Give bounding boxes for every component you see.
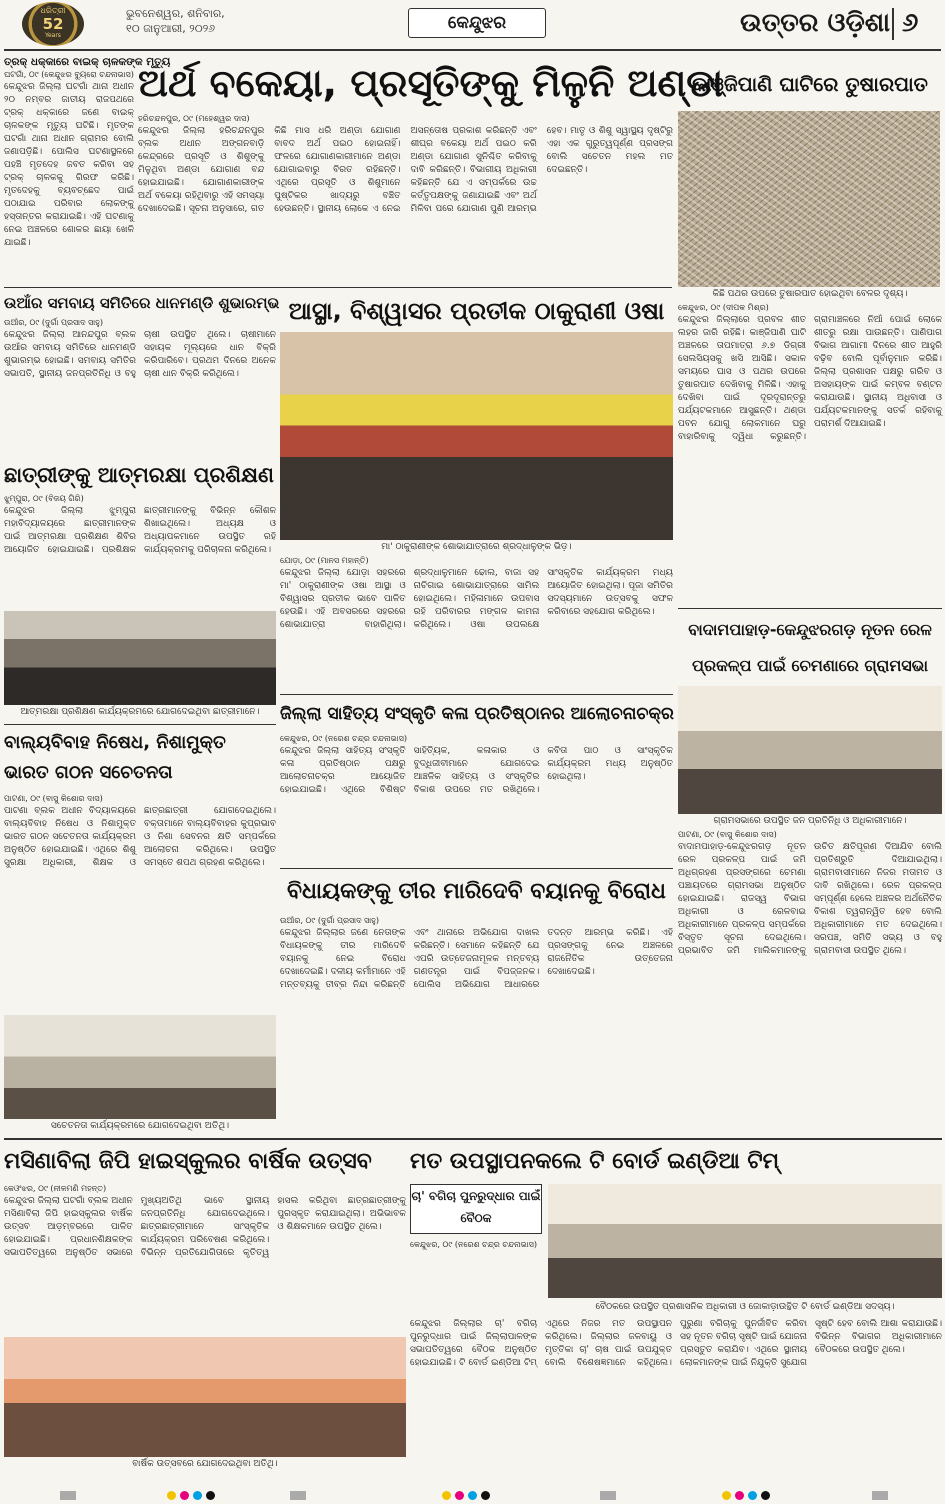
reg-strip-left bbox=[60, 1485, 76, 1504]
reg-dots-1 bbox=[165, 1485, 217, 1504]
district-tab: କେନ୍ଦୁଝର bbox=[408, 8, 546, 38]
registration-dot bbox=[180, 1491, 189, 1500]
body-text: କେନ୍ଦୁଝର ଜିଲ୍ଲା ଘଟଗାଁ ବ୍ଲକ ଅଧୀନ ମସିଣାବିଲା ଜିପି ହାଇସ୍କୁଲର ବାର୍ଷିକ ଉତ୍ସବ ଆଡ଼ମ୍ବରରେ ପାଳିତ ହୋଇଯାଇଛି। ପ୍ରଧାନଶିକ୍ଷକଙ୍କ ସଭାପତିତ୍ୱରେ ଅନୁଷ୍ଠିତ ସଭାରେ ମୁଖ୍ୟଅତିଥି ଭାବେ ସ୍ଥାନୀୟ ଜନପ୍ରତିନିଧି ଯୋଗଦେଇଥିଲେ। ଛାତ୍ରଛାତ୍ରୀମାନେ ସାଂସ୍କୃତିକ କାର୍ଯ୍ୟକ୍ରମ ପରିବେଷଣ କରିଥିଲେ। ବିଭିନ୍ନ ପ୍ରତିଯୋଗିତାରେ କୃତିତ୍ୱ ହାସଲ କରିଥିବା ଛାତ୍ରଛାତ୍ରୀଙ୍କୁ ପୁରସ୍କୃତ କରାଯାଇଥିଲା। ଅଭିଭାବକ ଓ ଶିକ୍ଷକମାନେ ଉପସ୍ଥିତ ଥିଲେ। bbox=[4, 1196, 406, 1258]
dateline: ପାଟଣା, ୦୯ (ବାସୁ କିଶୋର ଦାସ) bbox=[678, 830, 777, 839]
headline: ଜିଲ୍ଲା ସାହିତ୍ୟ ସଂସ୍କୃତି କଳା ପ୍ରତିଷ୍ଠାନର ଆଲୋଚନାଚକ୍ର bbox=[280, 704, 674, 724]
dateline: ଯୋଡ଼ା, ୦୯ (ମାନସ ମହାନ୍ତି) bbox=[280, 556, 369, 565]
story-thakurani-osha bbox=[280, 290, 673, 690]
story-literature-seminar bbox=[280, 696, 673, 866]
registration-dot bbox=[442, 1491, 451, 1500]
badge-word: ଧରିତ୍ରୀ bbox=[40, 6, 66, 15]
festival-photo bbox=[280, 332, 673, 540]
registration-dot bbox=[481, 1491, 490, 1500]
headline: ବାଲ୍ୟବିବାହ ନିଷେଧ, ନିଶାମୁକ୍ତ ଭାରତ ଗଠନ ସଚେତନତା bbox=[4, 732, 226, 783]
story-frost bbox=[678, 57, 942, 605]
body-text: କେନ୍ଦୁଝର ଜିଲ୍ଲା ହରିଚନ୍ଦନପୁର ବ୍ଲକ ଅଧୀନ ଅଙ୍ଗନବାଡ଼ି କେନ୍ଦ୍ରରେ ପ୍ରସୂତି ଓ ଶିଶୁଙ୍କୁ ମିଳୁଥିବା ଅଣ୍ଡା ଯୋଗାଣ ବନ୍ଦ ହୋଇଯାଇଛି। ଯୋଗାଣକାରୀଙ୍କ ଅର୍ଥ ବକେୟା ରହିଥିବାରୁ ଏହି ସମସ୍ୟା ଦେଖାଦେଇଛି। ସୂଚନା ଅନୁସାରେ, ଗତ କିଛି ମାସ ଧରି ଅଣ୍ଡା ଯୋଗାଣ ବାବଦ ଅର୍ଥ ପଇଠ ହୋଇନାହିଁ। ଫଳରେ ଯୋଗାଣକାରୀମାନେ ଅଣ୍ଡା ଯୋଗାଇବାରୁ ବିରତ ରହିଛନ୍ତି। ଏଥିରେ ପ୍ରସୂତି ଓ ଶିଶୁମାନେ ପୁଷ୍ଟିକର ଖାଦ୍ୟରୁ ବଞ୍ଚିତ ହେଉଛନ୍ତି। ସ୍ଥାନୀୟ ଲୋକେ ଏ ନେଇ ଅସନ୍ତୋଷ ପ୍ରକାଶ କରିଛନ୍ତି ଏବଂ ଶୀଘ୍ର ବକେୟା ଅର୍ଥ ପଇଠ କରି ଅଣ୍ଡା ଯୋଗାଣ ସୁନିଶ୍ଚିତ କରିବାକୁ ଦାବି କରିଛନ୍ତି। ବିଭାଗୀୟ ଅଧିକାରୀ କହିଛନ୍ତି ଯେ ଏ ସମ୍ପର୍କରେ ଉଚ୍ଚ କର୍ତ୍ତୃପକ୍ଷଙ୍କୁ ଜଣାଯାଇଛି ଏବଂ ଅର୍ଥ ମିଳିବା ପରେ ଯୋଗାଣ ପୁଣି ଆରମ୍ଭ ହେବ। ମାତୃ ଓ ଶିଶୁ ସ୍ୱାସ୍ଥ୍ୟ ଦୃଷ୍ଟିରୁ ଏହା ଏକ ଗୁରୁତ୍ୱପୂର୍ଣ୍ଣ ପ୍ରସଙ୍ଗ ବୋଲି ସଚେତନ ମହଲ ମତ ଦେଇଛନ୍ତି। bbox=[138, 126, 673, 214]
body-text: କେନ୍ଦୁଝର ଜିଲ୍ଲାର ଜଣେ ନେତାଙ୍କ ବିଧାୟକଙ୍କୁ ତୀର ମାରିଦେବି ବୟାନକୁ ନେଇ ବିରୋଧ ଦେଖାଦେଇଛି। ଦଳୀୟ କର୍ମୀମାନେ ଏହି ମନ୍ତବ୍ୟକୁ ତୀବ୍ର ନିନ୍ଦା କରିଛନ୍ତି ଏବଂ ଥାନାରେ ଅଭିଯୋଗ ଦାଖଲ କରିଛନ୍ତି। ସେମାନେ କହିଛନ୍ତି ଯେ ଏପରି ଉତ୍ତେଜନାମୂଳକ ମନ୍ତବ୍ୟ ଗଣତନ୍ତ୍ର ପାଇଁ ବିପଜ୍ଜନକ। ପୋଲିସ ଅଭିଯୋଗ ଆଧାରରେ ତଦନ୍ତ ଆରମ୍ଭ କରିଛି। ଏହି ପ୍ରସଙ୍ଗକୁ ନେଇ ଅଞ୍ଚଳରେ ରାଜନୈତିକ ଉତ୍ତେଜନା ଦେଖାଦେଇଛି। bbox=[280, 928, 673, 990]
photo-caption: ସଚେତନତା କାର୍ଯ୍ୟକ୍ରମରେ ଯୋଗଦେଇଥିବା ଅତିଥି। bbox=[50, 1121, 230, 1131]
body-text: କେନ୍ଦୁଝର ଜିଲ୍ଲାର ଚା' ବଗିଚା ପୁନରୁଦ୍ଧାର ପାଇଁ ଜିଲ୍ଲାପାଳଙ୍କ ସଭାପତିତ୍ୱରେ ବୈଠକ ଅନୁଷ୍ଠିତ ହୋଇଯାଇଛି। ଟି ବୋର୍ଡ ଇଣ୍ଡିଆ ଟିମ୍ ଏଥିରେ ନିଜର ମତ ଉପସ୍ଥାପନ କରିଥିଲେ। ଜିଲ୍ଲାର ଜଳବାୟୁ ଓ ମୃତ୍ତିକା ଚା' ଚାଷ ପାଇଁ ଉପଯୁକ୍ତ ବୋଲି ବିଶେଷଜ୍ଞମାନେ କହିଥିଲେ। ପୁରୁଣା ବଗିଚାକୁ ପୁନର୍ଜୀବିତ କରିବା ସହ ନୂତନ ବଗିଚା ସୃଷ୍ଟି ପାଇଁ ଯୋଜନା ପ୍ରସ୍ତୁତ କରାଯିବ। ଏଥିରେ ସ୍ଥାନୀୟ ଲୋକମାନଙ୍କ ପାଇଁ ନିଯୁକ୍ତି ସୁଯୋଗ ସୃଷ୍ଟି ହେବ ବୋଲି ଆଶା କରାଯାଉଛି। ବିଭିନ୍ନ ବିଭାଗର ଅଧିକାରୀମାନେ ବୈଠକରେ ଉପସ୍ଥିତ ଥିଲେ। bbox=[410, 1319, 942, 1368]
dateline: କେଓଂଝର, ୦୯ (ନୀଳମଣି ମହନ୍ତ) bbox=[4, 1184, 107, 1193]
registration-dot bbox=[748, 1491, 757, 1500]
dateline-block bbox=[126, 6, 326, 36]
reg-dots-3 bbox=[720, 1485, 772, 1504]
divider-h-6 bbox=[4, 1138, 942, 1140]
registration-dot bbox=[206, 1491, 215, 1500]
awareness-photo bbox=[4, 1015, 276, 1119]
kicker: ଚା' ବଗିଚା ପୁନରୁଦ୍ଧାର ପାଇଁ ବୈଠକ bbox=[411, 1189, 541, 1225]
dateline: ଝୁମ୍ପୁରା, ୦୯ (ବିଜୟ ଗିରି) bbox=[4, 494, 84, 503]
reg-strip-end bbox=[872, 1485, 888, 1504]
story-rail-project bbox=[678, 612, 942, 1132]
registration-dot bbox=[167, 1491, 176, 1500]
anniversary-badge bbox=[22, 2, 84, 46]
print-registration-bar bbox=[0, 1482, 945, 1497]
tea-meeting-photo bbox=[548, 1184, 942, 1298]
divider-h-2 bbox=[4, 724, 276, 725]
story-self-defense bbox=[4, 458, 276, 720]
story-school-annual-fest bbox=[4, 1142, 406, 1478]
dateline-city-day: ଭୁବନେଶ୍ୱର, ଶନିବାର, bbox=[126, 7, 225, 20]
photo-caption: ଗ୍ରାମସଭାରେ ଉପସ୍ଥିତ ଜନ ପ୍ରତିନିଧି ଓ ଅଧିକାରୀମାନେ। bbox=[713, 816, 907, 826]
registration-dot bbox=[722, 1491, 731, 1500]
headline: ମତ ଉପସ୍ଥାପନକଲେ ଟି ବୋର୍ଡ ଇଣ୍ଡିଆ ଟିମ୍ bbox=[410, 1149, 780, 1174]
body-text: କେନ୍ଦୁଝର ଜିଲ୍ଲା ସାହିତ୍ୟ ସଂସ୍କୃତି କଳା ପ୍ରତିଷ୍ଠାନ ପକ୍ଷରୁ ଆଲୋଚନାଚକ୍ର ଆୟୋଜିତ ହୋଇଯାଇଛି। ଏଥିରେ ବିଶିଷ୍ଟ ସାହିତ୍ୟିକ, କଳାକାର ଓ ବୁଦ୍ଧିଜୀବୀମାନେ ଯୋଗଦେଇ ଆଞ୍ଚଳିକ ସାହିତ୍ୟ ଓ ସଂସ୍କୃତିର ବିକାଶ ଉପରେ ମତ ରଖିଥିଲେ। କବିତା ପାଠ ଓ ସାଂସ୍କୃତିକ କାର୍ଯ୍ୟକ୍ରମ ମଧ୍ୟ ଅନୁଷ୍ଠିତ ହୋଇଥିଲା। bbox=[280, 746, 673, 795]
photo-caption: ବୈଠକରେ ଉପସ୍ଥିତ ପ୍ରଶାସନିକ ଅଧିକାରୀ ଓ ଜୋକାଡ଼ାଉନ୍ଥିତ ଟି ବୋର୍ଡ ଇଣ୍ଡିଆ ସଦସ୍ୟ। bbox=[595, 1302, 895, 1312]
dateline: ହରିଚନ୍ଦନପୁର, ୦୯ (ମହେଶ୍ୱର ଦାସ) bbox=[138, 114, 250, 123]
story-tea-board bbox=[410, 1142, 942, 1478]
dateline: ଘଟଗାଁ, ୦୯ (କେନ୍ଦୁଝର ବ୍ୟୁରୋ ଚନ୍ଦନାଭାସ) bbox=[4, 70, 134, 80]
dateline: କେନ୍ଦୁଝର, ୦୯ (ନରେଶ ଚନ୍ଦ୍ର ଚନ୍ଦନାଭାସ) bbox=[410, 1240, 537, 1249]
dateline: କେନ୍ଦୁଝର, ୦୯ (ଦୀପକ ମିଶ୍ର) bbox=[678, 303, 769, 312]
masthead-rule bbox=[4, 49, 941, 51]
photo-caption: ମା' ଠାକୁରାଣୀଙ୍କ ଶୋଭାଯାତ୍ରାରେ ଶ୍ରଦ୍ଧାଳୁଙ୍କ ଭିଡ଼। bbox=[381, 542, 572, 552]
registration-dot bbox=[468, 1491, 477, 1500]
masthead bbox=[0, 0, 945, 50]
body-text: କେନ୍ଦୁଝର ଜିଲ୍ଲା ଘଟଗାଁ ଥାନା ଅଧୀନ ୨୦ ନମ୍ବର ଜାତୀୟ ରାଜପଥରେ ଟ୍ରକ୍ ଧକ୍କାରେ ଜଣେ ବାଇକ୍ ଚାଳକଙ୍କ ମୃତ୍ୟୁ ଘଟିଛି। ମୃତଙ୍କ ଘଟଗାଁ ଥାନା ଅଧୀନ ଗ୍ରାମର ବୋଲି ଜଣାପଡ଼ିଛି। ପୋଲିସ ଘଟଣାସ୍ଥଳରେ ପହଞ୍ଚି ମୃତଦେହ ଜବତ କରିବା ସହ ଟ୍ରକ୍ ଚାଳକକୁ ଗିରଫ କରିଛି। ମୃତଦେହକୁ ବ୍ୟବଚ୍ଛେଦ ପାଇଁ ପଠାଯାଇ ପରିବାର ଲୋକଙ୍କୁ ହସ୍ତାନ୍ତର କରାଯାଇଛି। ଏହି ଘଟଣାକୁ ନେଇ ଅଞ୍ଚଳରେ ଶୋକର ଛାୟା ଖେଳି ଯାଇଛି। bbox=[4, 82, 134, 249]
annual-fest-photo bbox=[4, 1337, 406, 1457]
headline: ଉଆଁର ସମବାୟ ସମିତିରେ ଧାନମଣ୍ଡି ଶୁଭାରମ୍ଭ bbox=[4, 294, 280, 312]
registration-dot bbox=[193, 1491, 202, 1500]
headline: ତ୍ରକ୍ ଧକ୍କାରେ ବାଇକ୍ ଚାଳକଙ୍କ ମୃତ୍ୟୁ bbox=[4, 56, 171, 68]
headline: ବାଦାମପାହାଡ଼-କେନ୍ଦୁଝରଗଡ଼ ନୂତନ ରେଳ ପ୍ରକଳ୍ପ ପାଇଁ ଚେମଣାରେ ଗ୍ରାମସଭା bbox=[688, 620, 932, 675]
page-number: ୬ bbox=[902, 8, 919, 38]
registration-dot bbox=[735, 1491, 744, 1500]
headline: ଛାତ୍ରୀଙ୍କୁ ଆତ୍ମରକ୍ଷା ପ୍ରଶିକ୍ଷଣ bbox=[4, 463, 274, 487]
photo-caption: ଆତ୍ମରକ୍ଷା ପ୍ରଶିକ୍ଷଣ କାର୍ଯ୍ୟକ୍ରମରେ ଯୋଗଦେଇଥିବା ଛାତ୍ରୀମାନେ। bbox=[20, 707, 260, 717]
reg-strip-mid bbox=[290, 1485, 306, 1504]
badge-number: 52 bbox=[42, 15, 64, 33]
divider-h-5 bbox=[280, 868, 673, 869]
badge-sub: Years bbox=[45, 32, 61, 39]
dateline: ଉଆଁର, ୦୯ (ଦୁର୍ଗା ପ୍ରସାଦ ସାହୁ) bbox=[4, 318, 103, 327]
body-text: କେନ୍ଦୁଝର ଜିଲ୍ଲା ଆନନ୍ଦପୁର ବ୍ଲକ ଉଆଁର ସମବାୟ ସମିତିରେ ଧାନମଣ୍ଡି ଶୁଭାରମ୍ଭ ହୋଇଛି। ସମବାୟ ସମିତିର ସଭାପତି, ସ୍ଥାନୀୟ ଜନପ୍ରତିନିଧି ଓ ବହୁ ଚାଷୀ ଉପସ୍ଥିତ ଥିଲେ। ଚାଷୀମାନେ ସହାୟକ ମୂଲ୍ୟରେ ଧାନ ବିକ୍ରି କରିପାରିବେ। ପ୍ରଥମ ଦିନରେ ଅନେକ ଚାଷୀ ଧାନ ବିକ୍ରି କରିଥିଲେ। bbox=[4, 330, 276, 379]
dateline: ପାଟଣା, ୦୯ (ବାସୁ କିଶୋର ଦାସ) bbox=[4, 794, 103, 803]
section-title: ଉତ୍ତର ଓଡ଼ିଶା bbox=[740, 8, 890, 38]
dateline: କେନ୍ଦୁଝର, ୦୯ (ନରେଶ ଚନ୍ଦ୍ର ଚନ୍ଦନାଭାସ) bbox=[280, 734, 407, 743]
divider-h-1 bbox=[4, 287, 672, 288]
story-mla-remark bbox=[280, 870, 673, 1134]
reg-dots-2 bbox=[440, 1485, 492, 1504]
divider-h-4 bbox=[678, 608, 942, 609]
headline: କାଞ୍ଜିପାଣି ଘାଟିରେ ତୁଷାରପାତ bbox=[692, 72, 928, 96]
body-text: କେନ୍ଦୁଝର ଜିଲ୍ଲାରେ ପ୍ରବଳ ଶୀତ ଲହର ଜାରି ରହିଛି। କାଞ୍ଜିପାଣି ଘାଟି ଅଞ୍ଚଳରେ ତାପମାତ୍ରା ୬.୭ ଡିଗ୍ରୀ ସେଲସିୟସକୁ ଖସି ଆସିଛି। ସକାଳ ସମୟରେ ଘାସ ଓ ପଥର ଉପରେ ତୁଷାରପାତ ଦେଖିବାକୁ ମିଳିଛି। ଏହାକୁ ଦେଖିବା ପାଇଁ ଦୂରଦୂରାନ୍ତରୁ ପର୍ଯ୍ୟଟକମାନେ ଆସୁଛନ୍ତି। ଥଣ୍ଡା ପବନ ଯୋଗୁ ଲୋକମାନେ ଘରୁ ବାହାରିବାକୁ ଦ୍ୱିଧା କରୁଛନ୍ତି। ଗ୍ରାମାଞ୍ଚଳରେ ନିଆଁ ପୋଇଁ ଲୋକେ ଶୀତରୁ ରକ୍ଷା ପାଉଛନ୍ତି। ପାଣିପାଗ ବିଭାଗ ଆଗାମୀ ଦିନରେ ଶୀତ ଆହୁରି ବଢ଼ିବ ବୋଲି ପୂର୍ବାନୁମାନ କରିଛି। ଜିଲ୍ଲା ପ୍ରଶାସନ ପକ୍ଷରୁ ଗରିବ ଓ ଅସହାୟଙ୍କ ପାଇଁ କମ୍ବଳ ବଣ୍ଟନ କରାଯାଉଛି। ସ୍ଥାନୀୟ ଅଧିବାସୀ ଓ ପର୍ଯ୍ୟଟକମାନଙ୍କୁ ସତର୍କ ରହିବାକୁ ପରାମର୍ଶ ଦିଆଯାଇଛି। bbox=[678, 315, 942, 442]
kicker-box bbox=[410, 1184, 542, 1234]
photo-caption: ବାର୍ଷିକ ଉତ୍ସବରେ ଯୋଗଦେଇଥିବା ଅତିଥି। bbox=[132, 1459, 278, 1469]
story-truck-accident bbox=[4, 56, 171, 285]
masthead-divider bbox=[892, 8, 894, 40]
story-egg-supply bbox=[138, 54, 724, 286]
photo-caption: କିଛି ପଥର ଉପରେ ତୁଷାରପାତ ହୋଇଥିବା ବେଳର ଦୃଶ୍ୟ। bbox=[712, 289, 908, 299]
body-text: ପାଟଣା ବ୍ଲକ ଅଧୀନ ବିଦ୍ୟାଳୟରେ ବାଲ୍ୟବିବାହ ନିଷେଧ ଓ ନିଶାମୁକ୍ତ ଭାରତ ଗଠନ ସଚେତନତା କାର୍ଯ୍ୟକ୍ରମ ଅନୁଷ୍ଠିତ ହୋଇଯାଇଛି। ଏଥିରେ ଶିଶୁ ସୁରକ୍ଷା ଅଧିକାରୀ, ଶିକ୍ଷକ ଓ ଛାତ୍ରଛାତ୍ରୀ ଯୋଗଦେଇଥିଲେ। ବକ୍ତାମାନେ ବାଲ୍ୟବିବାହର କୁପ୍ରଭାବ ଓ ନିଶା ସେବନର କ୍ଷତି ସମ୍ପର୍କରେ ଆଲୋଚନା କରିଥିଲେ। ଉପସ୍ଥିତ ସମସ୍ତେ ଶପଥ ଗ୍ରହଣ କରିଥିଲେ। bbox=[4, 806, 276, 868]
rail-meeting-photo bbox=[678, 686, 942, 814]
headline: ବିଧାୟକଙ୍କୁ ତୀର ମାରିଦେବି ବୟାନକୁ ବିରୋଧ bbox=[287, 879, 666, 904]
registration-dot bbox=[455, 1491, 464, 1500]
headline: ଆସ୍ଥା, ବିଶ୍ୱାସର ପ୍ରତୀକ ଠାକୁରାଣୀ ଓଷା bbox=[288, 297, 665, 325]
dateline-date: ୧୦ ଜାନୁଆରୀ, ୨୦୨୬ bbox=[126, 22, 216, 35]
story-paddy-market bbox=[4, 290, 280, 454]
dateline: ଉଆଁର, ୦୯ (ଦୁର୍ଗା ପ୍ରସାଦ ସାହୁ) bbox=[280, 916, 379, 925]
body-text: କେନ୍ଦୁଝର ଜିଲ୍ଲା ଝୁମ୍ପୁରା ମହାବିଦ୍ୟାଳୟରେ ଛାତ୍ରୀମାନଙ୍କ ପାଇଁ ଆତ୍ମରକ୍ଷା ପ୍ରଶିକ୍ଷଣ ଶିବିର ଆୟୋଜିତ ହୋଇଯାଇଛି। ପ୍ରଶିକ୍ଷକ ଛାତ୍ରୀମାନଙ୍କୁ ବିଭିନ୍ନ କୌଶଳ ଶିଖାଇଥିଲେ। ଅଧ୍ୟକ୍ଷ ଓ ଅଧ୍ୟାପକମାନେ ଉପସ୍ଥିତ ରହି କାର୍ଯ୍ୟକ୍ରମକୁ ପରିଚାଳନା କରିଥିଲେ। bbox=[4, 506, 276, 555]
registration-dot bbox=[761, 1491, 770, 1500]
reg-strip-right bbox=[600, 1485, 616, 1504]
body-text: କେନ୍ଦୁଝର ଜିଲ୍ଲା ଯୋଡ଼ା ସହରରେ ମା' ଠାକୁରାଣୀଙ୍କ ଓଷା ଆସ୍ଥା ଓ ବିଶ୍ୱାସର ପ୍ରତୀକ ଭାବେ ପାଳିତ ହେଉଛି। ଏହି ଅବସରରେ ସହରରେ ଶୋଭାଯାତ୍ରା ବାହାରିଥିଲା। ଶ୍ରଦ୍ଧାଳୁମାନେ ଢୋଲ, ବାଜା ସହ ନାଚିଗାଇ ଶୋଭାଯାତ୍ରାରେ ସାମିଲ ହୋଇଥିଲେ। ମହିଳାମାନେ ଉପବାସ ରହି ପରିବାରର ମଙ୍ଗଳ କାମନା କରିଥିଲେ। ଓଷା ଉପଲକ୍ଷେ ସାଂସ୍କୃତିକ କାର୍ଯ୍ୟକ୍ରମ ମଧ୍ୟ ଆୟୋଜିତ ହୋଇଥିଲା। ପୂଜା ସମିତିର ସଦସ୍ୟମାନେ ଉତ୍ସବକୁ ସଫଳ କରିବାରେ ସହଯୋଗ କରିଥିଲେ। bbox=[280, 568, 673, 630]
training-photo bbox=[4, 611, 276, 705]
headline: ମସିଣାବିଲା ଜିପି ହାଇସ୍କୁଲର ବାର୍ଷିକ ଉତ୍ସବ bbox=[4, 1149, 372, 1174]
body-text: ବାଦାମପାହାଡ଼-କେନ୍ଦୁଝରଗଡ଼ ନୂତନ ରେଳ ପ୍ରକଳ୍ପ ପାଇଁ ଜମି ଅଧିଗ୍ରହଣ ପ୍ରସଙ୍ଗରେ ଚେମଣା ପଞ୍ଚାୟତରେ ଗ୍ରାମସଭା ଅନୁଷ୍ଠିତ ହୋଇଯାଇଛି। ରାଜସ୍ୱ ବିଭାଗ ଅଧିକାରୀ ଓ ରେଳବାଇ ଅଧିକାରୀମାନେ ପ୍ରକଳ୍ପ ସମ୍ପର୍କରେ ବିସ୍ତୃତ ସୂଚନା ଦେଇଥିଲେ। ପ୍ରଭାବିତ ଜମି ମାଲିକମାନଙ୍କୁ ଉଚିତ କ୍ଷତିପୂରଣ ଦିଆଯିବ ବୋଲି ପ୍ରତିଶ୍ରୁତି ଦିଆଯାଇଥିଲା। ଗ୍ରାମବାସୀମାନେ ନିଜର ମତାମତ ଓ ଦାବି ରଖିଥିଲେ। ରେଳ ପ୍ରକଳ୍ପ ସମ୍ପୂର୍ଣ୍ଣ ହେଲେ ଅଞ୍ଚଳର ଅର୍ଥନୈତିକ ବିକାଶ ତ୍ୱରାନ୍ୱିତ ହେବ ବୋଲି ଅଧିକାରୀମାନେ ମତ ଦେଇଥିଲେ। ସରପଞ୍ଚ, ସମିତି ସଭ୍ୟ ଓ ବହୁ ଗ୍ରାମବାସୀ ଉପସ୍ଥିତ ଥିଲେ। bbox=[678, 842, 942, 956]
headline: ଅର୍ଥ ବକେୟା, ପ୍ରସୂତିଙ୍କୁ ମିଳୁନି ଅଣ୍ଡା bbox=[138, 61, 724, 105]
divider-h-3 bbox=[280, 694, 673, 695]
story-child-marriage bbox=[4, 728, 276, 1138]
frost-photo bbox=[678, 111, 940, 287]
